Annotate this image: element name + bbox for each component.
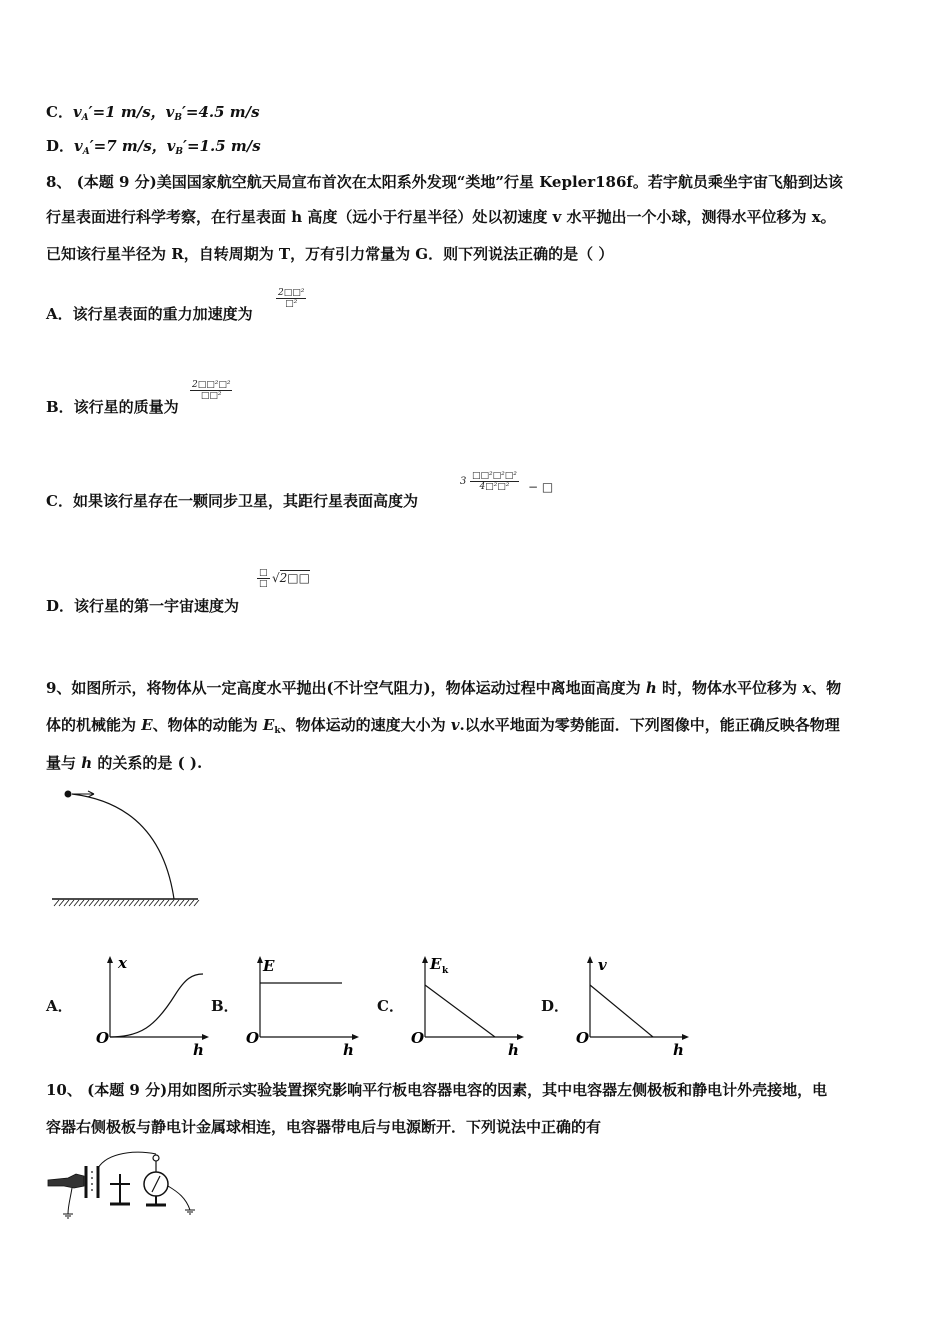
q8-option-d-radical: √2□□ [272, 571, 310, 585]
graph-b [245, 955, 365, 1060]
electroscope-needle [152, 1176, 160, 1192]
choice-b-label[interactable]: B． [211, 997, 239, 1015]
q7-option-c: C．$v_A'=1$ m/s，$v_B'=4.5$ m/s [46, 103, 260, 123]
ground-symbol-left [63, 1214, 73, 1218]
graph-c-x-arrow [517, 1034, 524, 1040]
q8-option-a-formula: 2□□² □² [278, 288, 305, 309]
choice-a-label[interactable]: A． [46, 997, 73, 1015]
q7-option-d: D．$v_A'=7$ m/s，$v_B'=1.5$ m/s [46, 137, 261, 157]
graph-d-x-label: h [673, 1041, 684, 1059]
graph-a [95, 955, 215, 1060]
graph-c-line [425, 985, 495, 1037]
graph-a-x-arrow [202, 1034, 209, 1040]
graph-c-y-label: E [430, 955, 442, 973]
choice-d-label[interactable]: D． [541, 997, 570, 1015]
q8-option-a: A．该行星表面的重力加速度为 [46, 305, 253, 323]
q8-option-d: D．该行星的第一宇宙速度为 [46, 597, 240, 615]
graph-c-y-arrow [422, 956, 428, 963]
q8-option-d-formula: □ □ [259, 568, 268, 589]
graph-b-y-label: E [263, 957, 275, 975]
graph-d-x-arrow [682, 1034, 689, 1040]
q8-option-c-tail: − □ [528, 480, 554, 494]
graph-d [575, 955, 695, 1060]
hand-icon [48, 1174, 84, 1188]
graph-b-x-arrow [352, 1034, 359, 1040]
q8-option-c-root-index: 3 [460, 476, 467, 487]
q8-option-c-formula: □□²□²□² 4□²□² [472, 471, 517, 492]
graph-a-curve [110, 974, 203, 1037]
ground-symbol-right [185, 1210, 195, 1214]
capacitor-apparatus-figure [46, 1148, 196, 1220]
graph-d-line [590, 985, 653, 1037]
projectile-figure [50, 785, 200, 910]
trajectory-curve [72, 794, 174, 899]
q9-stem-line-2: 体的机械能为 E、物体的动能为 $E_k$、物体运动的速度大小为 v.以水平地面为零势能面．下列图像中，能正确反映各物理 [46, 716, 840, 736]
graph-d-origin: O [576, 1029, 590, 1047]
connecting-wire [98, 1152, 156, 1168]
projectile-ball [65, 791, 72, 798]
graph-c-y-sub: k [442, 966, 449, 976]
electroscope-knob [153, 1155, 159, 1161]
q9-stem-line-1: 9、如图所示，将物体从一定高度水平抛出(不计空气阻力)，物体运动过程中离地面高度为 h 时，物体水平位移为 x、物 [46, 679, 842, 697]
graph-a-origin: O [96, 1029, 110, 1047]
ground-wire-right [168, 1186, 190, 1210]
q10-stem-line-2: 容器右侧极板与静电计金属球相连，电容器带电后与电源断开．下列说法中正确的有 [46, 1118, 602, 1136]
graph-c-origin: O [411, 1029, 425, 1047]
q8-option-b: B．该行星的质量为 [46, 398, 179, 416]
q8-option-b-formula: 2□□²□² □□² [192, 380, 231, 401]
graph-b-origin: O [246, 1029, 260, 1047]
ground-hatching [54, 900, 199, 906]
graph-a-x-label: h [193, 1041, 204, 1059]
graph-b-x-label: h [343, 1041, 354, 1059]
graph-a-y-label: x [118, 954, 127, 972]
graph-d-y-arrow [587, 956, 593, 963]
q10-stem-line-1: 10、 (本题 9 分)用如图所示实验装置探究影响平行板电容器电容的因素，其中电容器左侧极板和静电计外壳接地，电 [46, 1081, 828, 1099]
choice-c-label[interactable]: C． [377, 997, 404, 1015]
plate-dots [91, 1171, 93, 1191]
graph-c [410, 955, 530, 1060]
graph-a-y-arrow [107, 956, 113, 963]
ground-wire-left [68, 1188, 72, 1214]
q8-option-c: C．如果该行星存在一颗同步卫星，其距行星表面高度为 [46, 492, 418, 510]
graph-d-y-label: v [598, 956, 607, 974]
graph-c-x-label: h [508, 1041, 519, 1059]
q8-stem-line-3: 已知该行星半径为 R，自转周期为 T，万有引力常量为 G．则下列说法正确的是（ ） [46, 245, 614, 263]
q8-stem-line-1: 8、 (本题 9 分)美国国家航空航天局宣布首次在太阳系外发现“类地”行星 Kepler186f。若宇航员乘坐宇宙飞船到达该 [46, 173, 843, 191]
q9-stem-line-3: 量与 h 的关系的是 ( ). [46, 754, 203, 772]
q8-stem-line-2: 行星表面进行科学考察，在行星表面 h 高度（远小于行星半径）处以初速度 v 水平抛出一个小球，测得水平位移为 x。 [46, 208, 836, 226]
